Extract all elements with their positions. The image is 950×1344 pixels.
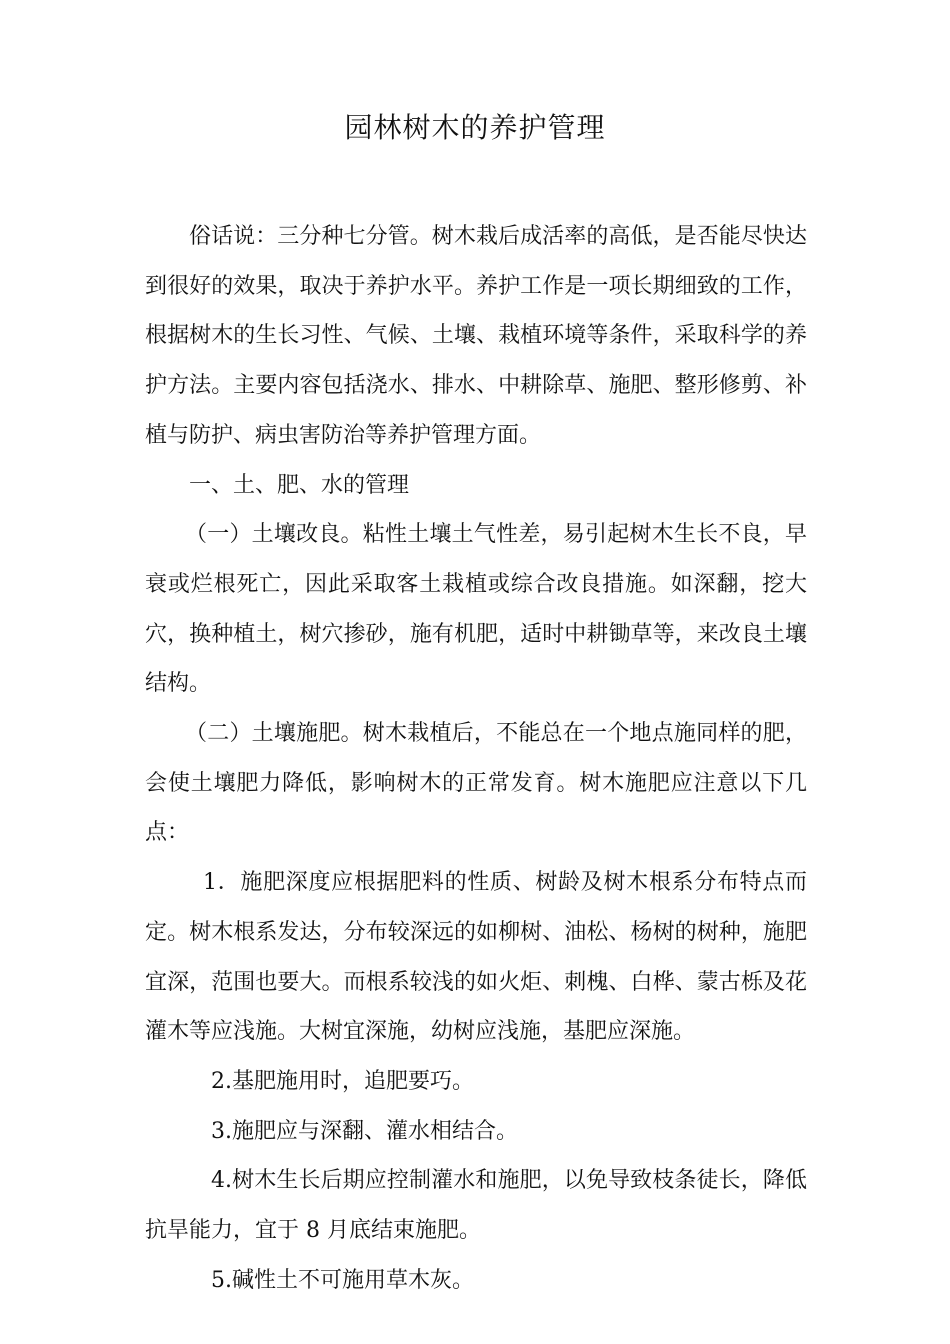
list-item-4: 4.树木生长后期应控制灌水和施肥，以免导致枝条徒长，降低抗旱能力，宜于 8 月底结束施肥。 — [145, 1168, 807, 1244]
list-item-2: 2.基肥施用时，追肥要巧。 — [211, 1068, 474, 1094]
list-item-5: 5.碱性土不可施用草木灰。 — [211, 1267, 474, 1293]
document-body — [145, 212, 807, 1305]
paragraph-soil-improvement: （一）土壤改良。粘性土壤土气性差，易引起树木生长不良，早衰或烂根死亡，因此采取客土栽植或综合改良措施。如深翻，挖大穴，换种植土，树穴掺砂，施有机肥，适时中耕锄草等，来改良土壤结构。 — [145, 522, 807, 697]
section-heading-soil-fertilizer-water: 一、土、肥、水的管理 — [189, 472, 410, 498]
list-item-3: 3.施肥应与深翻、灌水相结合。 — [211, 1118, 518, 1144]
document-title: 园林树木的养护管理 — [344, 111, 606, 144]
list-item-1: 1．施肥深度应根据肥料的性质、树龄及树木根系分布特点而定。树木根系发达，分布较深远的如柳树、油松、杨树的树种，施肥宜深，范围也要大。而根系较浅的如火炬、刺槐、白桦、蒙古栎及花灌木等应浅施。大树宜深施，幼树应浅施，基肥应深施。 — [145, 870, 807, 1045]
paragraph-soil-fertilization: （二）土壤施肥。树木栽植后，不能总在一个地点施同样的肥，会使土壤肥力降低，影响树木的正常发育。树木施肥应注意以下几点： — [145, 721, 807, 846]
paragraph-intro: 俗话说：三分种七分管。树木栽后成活率的高低，是否能尽快达到很好的效果，取决于养护水平。养护工作是一项长期细致的工作，根据树木的生长习性、气候、土壤、栽植环境等条件，采取科学的养护方法。主要内容包括浇水、排水、中耕除草、施肥、整形修剪、补植与防护、病虫害防治等养护管理方面。 — [145, 224, 807, 448]
